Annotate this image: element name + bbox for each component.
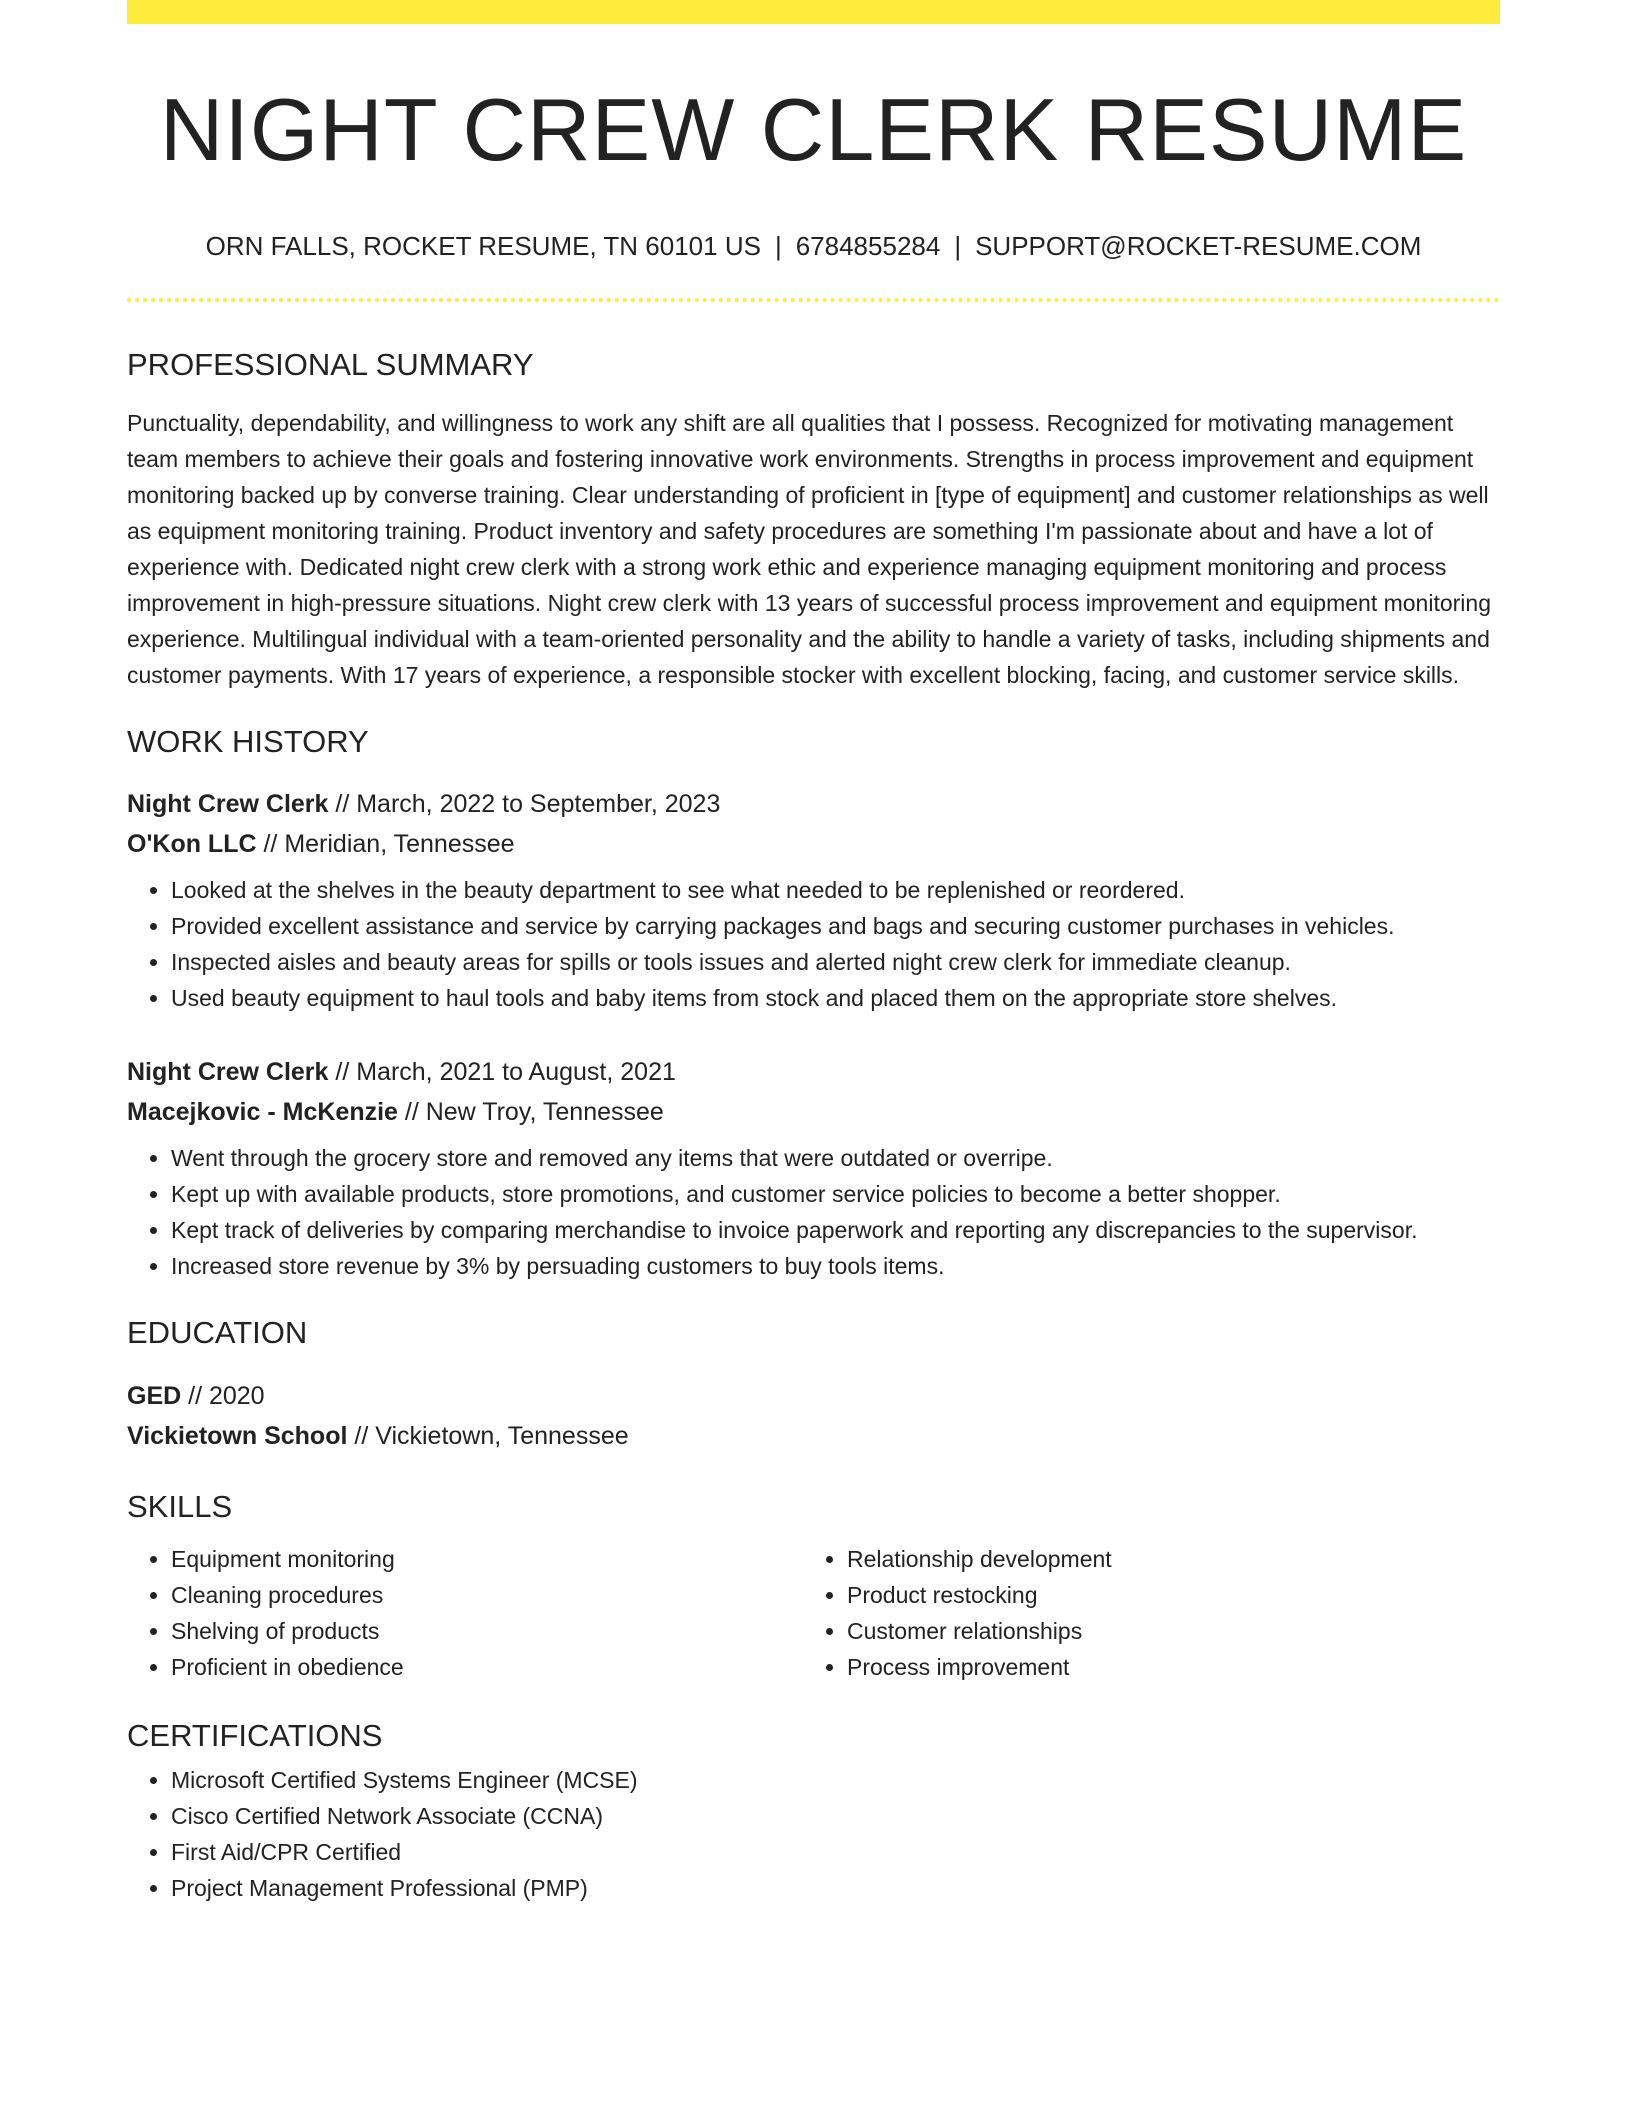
job-title-line xyxy=(127,784,1500,824)
certification-item: • Microsoft Certified Systems Engineer (MCSE) xyxy=(171,1762,1500,1798)
skill-item: • Proficient in obedience xyxy=(171,1649,803,1685)
job-duties-list xyxy=(127,872,1500,1016)
job-duty: • Looked at the shelves in the beauty department to see what needed to be replenished or reordered. xyxy=(171,872,1500,908)
skill-item: • Shelving of products xyxy=(171,1613,803,1649)
skill-item: • Cleaning procedures xyxy=(171,1577,803,1613)
job-duty: • Went through the grocery store and removed any items that were outdated or overripe. xyxy=(171,1140,1500,1176)
skills-heading: SKILLS xyxy=(127,1488,233,1524)
job-duty: • Inspected aisles and beauty areas for spills or tools issues and alerted night crew clerk for immediate cleanup. xyxy=(171,944,1500,980)
job-duties-list xyxy=(127,1140,1500,1284)
dotted-divider xyxy=(127,298,1500,302)
contact-address: ORN FALLS, ROCKET RESUME, TN 60101 US xyxy=(205,230,761,261)
certification-item: • Cisco Certified Network Associate (CCNA) xyxy=(171,1798,1500,1834)
contact-email: SUPPORT@ROCKET-RESUME.COM xyxy=(975,230,1422,261)
resume-title: NIGHT CREW CLERK RESUME xyxy=(159,80,1468,179)
job-duty: • Provided excellent assistance and service by carrying packages and bags and securing customer purchases in vehicles. xyxy=(171,908,1500,944)
job-title: Night Crew Clerk xyxy=(127,790,329,819)
job-entry xyxy=(127,784,1500,1016)
contact-line xyxy=(127,231,1500,262)
job-company-line xyxy=(127,824,1500,864)
job-duty: • Kept track of deliveries by comparing merchandise to invoice paperwork and reporting any discrepancies to the supervisor. xyxy=(171,1212,1500,1248)
job-dates: // March, 2021 to August, 2021 xyxy=(328,1058,676,1087)
job-title-line xyxy=(127,1052,1500,1092)
skill-item: • Relationship development xyxy=(847,1541,1479,1577)
education-year: // 2020 xyxy=(181,1381,265,1410)
job-location: // Meridian, Tennessee xyxy=(256,830,515,859)
education-degree: GED xyxy=(127,1381,182,1410)
job-company: Macejkovic - McKenzie xyxy=(127,1098,398,1127)
job-duty: • Kept up with available products, store promotions, and customer service policies to become a better shopper. xyxy=(171,1176,1500,1212)
certification-item: • First Aid/CPR Certified xyxy=(171,1834,1500,1870)
education-heading: EDUCATION xyxy=(127,1315,308,1351)
certification-item: • Project Management Professional (PMP) xyxy=(171,1870,1500,1906)
job-location: // New Troy, Tennessee xyxy=(397,1098,664,1127)
job-dates: // March, 2022 to September, 2023 xyxy=(328,790,721,819)
skills-list-left xyxy=(127,1541,803,1685)
job-duty: • Used beauty equipment to haul tools and baby items from stock and placed them on the appropriate store shelves. xyxy=(171,980,1500,1016)
summary-heading: PROFESSIONAL SUMMARY xyxy=(127,346,534,382)
skill-item: • Customer relationships xyxy=(847,1613,1479,1649)
top-accent-bar xyxy=(127,0,1500,24)
skills-list-right xyxy=(803,1541,1479,1685)
job-company: O'Kon LLC xyxy=(127,830,257,859)
certifications-list xyxy=(127,1762,1500,1906)
job-title: Night Crew Clerk xyxy=(127,1058,329,1087)
work-history-heading: WORK HISTORY xyxy=(127,724,369,760)
skills-grid xyxy=(127,1541,1500,1685)
education-school: Vickietown School xyxy=(127,1421,348,1450)
summary-text: Punctuality, dependability, and willingness to work any shift are all qualities that I possess. Recognized for motivating management team members to achieve their goals and fostering innovative work environments. Strengths in process improvement and equipment monitoring backed up by converse training. Clear understanding of proficient in [type of equipment] and customer relationships as well as equipment monitoring training. Product inventory and safety procedures are something I'm passionate about and have a lot of experience with. Dedicated night crew clerk with a strong work ethic and experience managing equipment monitoring and process improvement in high-pressure situations. Night crew clerk with 13 years of successful process improvement and equipment monitoring experience. Multilingual individual with a team-oriented personality and the ability to handle a variety of tasks, including shipments and customer payments. With 17 years of experience, a responsible stocker with excellent blocking, facing, and customer service skills. xyxy=(127,410,1491,689)
education-degree-line xyxy=(127,1376,1500,1416)
contact-separator: | xyxy=(954,230,962,261)
job-company-line xyxy=(127,1092,1500,1132)
resume-page xyxy=(127,0,1500,1906)
job-entry xyxy=(127,1052,1500,1284)
education-school-line xyxy=(127,1416,1500,1456)
contact-separator: | xyxy=(774,230,782,261)
contact-phone: 6784855284 xyxy=(795,230,941,261)
skill-item: • Equipment monitoring xyxy=(171,1541,803,1577)
certifications-heading: CERTIFICATIONS xyxy=(127,1717,383,1753)
skill-item: • Process improvement xyxy=(847,1649,1479,1685)
skill-item: • Product restocking xyxy=(847,1577,1479,1613)
education-location: // Vickietown, Tennessee xyxy=(347,1421,629,1450)
job-duty: • Increased store revenue by 3% by persuading customers to buy tools items. xyxy=(171,1248,1500,1284)
